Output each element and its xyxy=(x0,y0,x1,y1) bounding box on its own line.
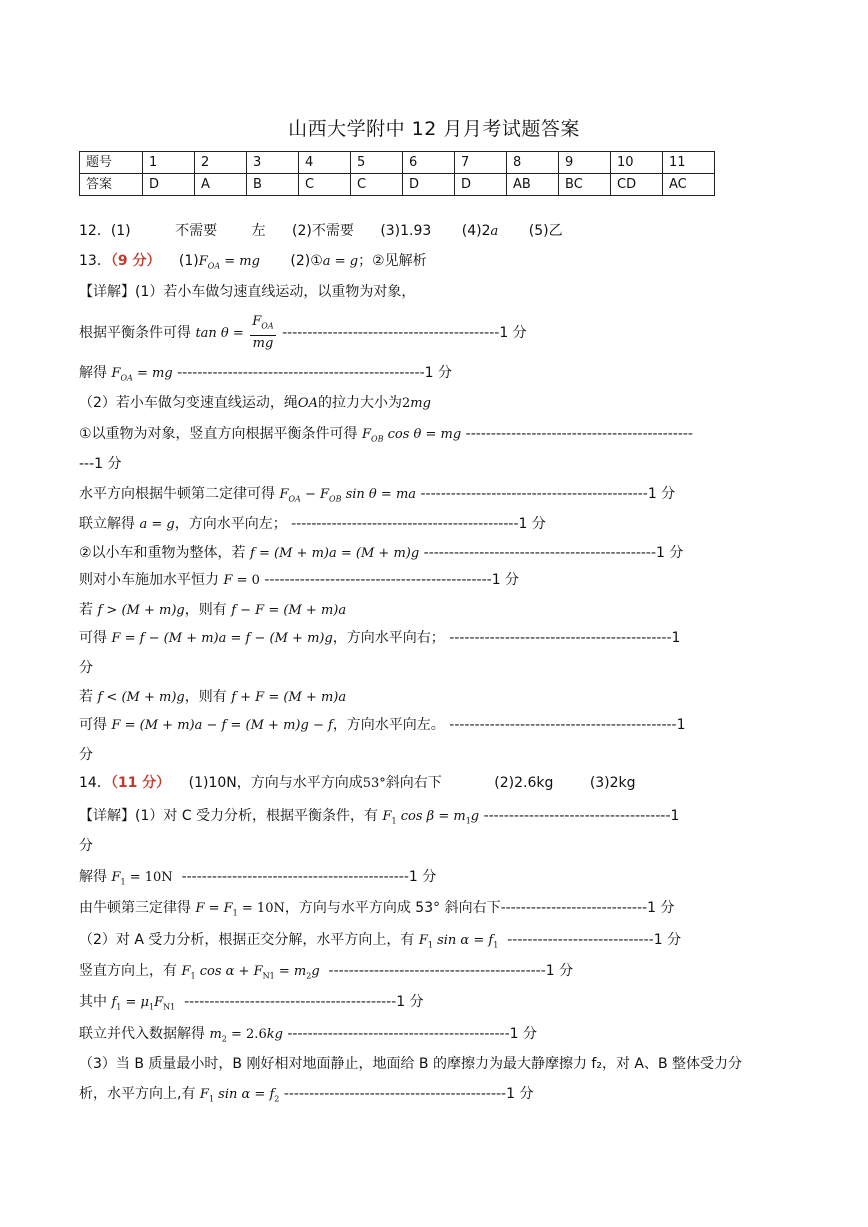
q14-line-vertical: 竖直方向上，有 $F_1$ $\cos \alpha + F_{N1} = m_2g$ -------------------------------------------1 分 xyxy=(79,963,574,981)
table-cell: D xyxy=(455,174,507,196)
q13-line-case2: 若 f < (M + m)g，则有 f + F = (M + m)a xyxy=(79,689,347,705)
q13-line-vertical-tail: ---1 分 xyxy=(79,456,122,472)
table-cell: CD xyxy=(611,174,663,196)
table-cell: C xyxy=(299,174,351,196)
table-cell: A xyxy=(195,174,247,196)
q13-header: 13．（9 分） $(1)F_{OA}$ = mg (2)①a = g；②见解析 xyxy=(79,253,427,271)
answer-table xyxy=(79,151,715,196)
table-cell: 题号 xyxy=(80,152,143,174)
table-cell: BC xyxy=(559,174,611,196)
q13-line-tan: 根据平衡条件可得 tan θ = $\frac{F_{OA}}{mg}$ -------------------------------------------1 分 xyxy=(79,314,527,351)
q14-header: 14．（11 分） (1)10N，方向与水平方向成53°斜向右下 (2)2.6kg (3)2kg xyxy=(79,775,636,791)
table-row xyxy=(80,152,715,174)
q14-line-part3: （3）当 B 质量最小时，B 刚好相对地面静止，地面给 B 的摩擦力为最大静摩擦力 f₂，对 A、B 整体受力分 xyxy=(79,1056,743,1072)
table-cell: 11 xyxy=(663,152,715,174)
table-cell: 5 xyxy=(351,152,403,174)
q13-line-case1-result: 可得 F = f − (M + m)a = f − (M + m)g，方向水平向右； --------------------------------------------1 xyxy=(79,630,681,646)
q13-line-force: 则对小车施加水平恒力 F = 0 ---------------------------------------------1 分 xyxy=(79,572,520,588)
q12-line: 12．(1) 不需要 左 (2)不需要 (3)1.93 (4)2a (5)乙 xyxy=(79,223,563,239)
table-cell: 10 xyxy=(611,152,663,174)
table-cell: 2 xyxy=(195,152,247,174)
page-title: 山西大学附中 12 月月考试题答案 xyxy=(288,118,580,140)
q14-detail-1: 【详解】(1）对 C 受力分析，根据平衡条件，有 $F_1$ $\cos \beta = m_1g$ -------------------------------------1 xyxy=(79,808,680,826)
table-cell: 6 xyxy=(403,152,455,174)
q13-line-case1: 若 f > (M + m)g，则有 f − F = (M + m)a xyxy=(79,602,347,618)
table-cell: 9 xyxy=(559,152,611,174)
q14-line-solve: 解得 $F_1 = 10N$ ---------------------------------------------1 分 xyxy=(79,869,437,887)
table-cell: C xyxy=(351,174,403,196)
table-cell: D xyxy=(143,174,195,196)
table-cell: AC xyxy=(663,174,715,196)
table-cell: 3 xyxy=(247,152,299,174)
table-cell: B xyxy=(247,174,299,196)
q14-line-part3-b: 析，水平方向上,有 $F_1$ $\sin \alpha = f_2$ --------------------------------------------1 分 xyxy=(79,1086,534,1104)
q14-line-mass: 联立并代入数据解得 $m_2 = 2.6kg$ --------------------------------------------1 分 xyxy=(79,1026,538,1044)
q13-line-case2-result: 可得 F = (M + m)a − f = (M + m)g − f，方向水平向左。 ---------------------------------------------1 xyxy=(79,717,686,733)
table-row xyxy=(80,174,715,196)
table-cell: D xyxy=(403,174,455,196)
q14-detail-1-tail: 分 xyxy=(79,838,93,854)
table-cell: 8 xyxy=(507,152,559,174)
table-cell: 答案 xyxy=(80,174,143,196)
q13-line-whole: ②以小车和重物为整体，若 f = (M + m)a = (M + m)g ----------------------------------------------1 分 xyxy=(79,545,684,561)
q13-line-result: 联立解得 a = g，方向水平向左； ---------------------------------------------1 分 xyxy=(79,516,546,532)
q13-line-newton: 水平方向根据牛顿第二定律可得 $F_{OA} - F_{OB}$ sin θ = ma ---------------------------------------------1 分 xyxy=(79,486,676,504)
q14-line-third-law: 由牛顿第三定律得 $F = F_1 = 10N$，方向与水平方向成 53° 斜向右下-----------------------------1 分 xyxy=(79,900,675,918)
q13-line-solve1: 解得 $F_{OA}$ = mg -------------------------------------------------1 分 xyxy=(79,365,453,383)
table-cell: 7 xyxy=(455,152,507,174)
table-cell: 4 xyxy=(299,152,351,174)
table-cell: 1 xyxy=(143,152,195,174)
q13-detail-1: 【详解】(1）若小车做匀速直线运动，以重物为对象， xyxy=(79,284,416,300)
q13-line-vertical: ①以重物为对象，竖直方向根据平衡条件可得 $F_{OB}$ cos θ = mg --------------------------------------------- xyxy=(79,426,693,444)
q14-line-friction: 其中 $f_1 = \mu_1F_{N1}$ ------------------------------------------1 分 xyxy=(79,994,424,1012)
q13-line-case2-tail: 分 xyxy=(79,747,93,763)
table-cell: AB xyxy=(507,174,559,196)
q13-line-case1-tail: 分 xyxy=(79,660,93,676)
q14-line-horizontal: （2）对 A 受力分析，根据正交分解，水平方向上，有 $F_1$ $\sin \alpha = f_1$ -----------------------------1 分 xyxy=(79,932,682,950)
q13-part2: （2）若小车做匀变速直线运动，绳OA的拉力大小为2mg xyxy=(79,395,431,411)
